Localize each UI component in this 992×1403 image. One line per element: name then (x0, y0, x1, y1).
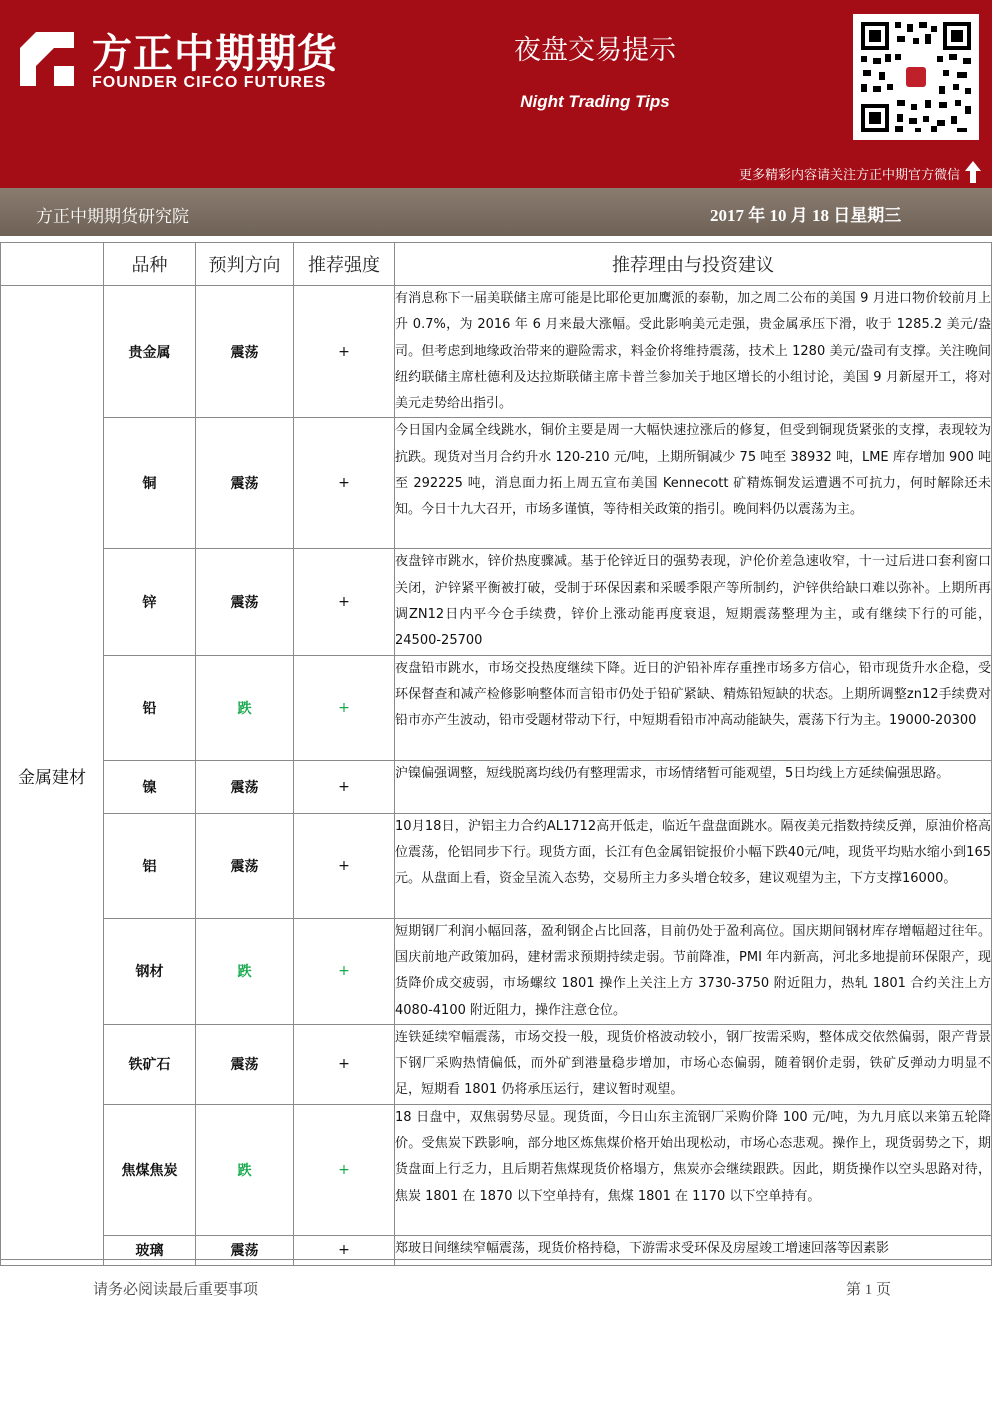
strength-value: + (294, 418, 395, 549)
table-row (1, 549, 992, 655)
reason-text: 10月18日，沪铝主力合约AL1712高开低走，临近午盘盘面跳水。隔夜美元指数持续反弹，原油价格高位震荡，伦铝同步下行。现货方面，长江有色金属铝锭报价小幅下跌40元/吨，现货平均贴水缩小到165元。从盘面上看，资金呈流入态势，交易所主力多头增仓较多，建议观望为主，下方支撑16000。 (395, 813, 992, 918)
page-header (0, 0, 992, 188)
direction-value: 震荡 (196, 549, 294, 655)
reason-text: 夜盘铅市跳水，市场交投热度继续下降。近日的沪铅补库存重挫市场多方信心，铅市现货升水企稳，受环保督查和减产检修影响整体而言铅市仍处于铅矿紧缺、精炼铅短缺的状态。上期所调整zn12手续费对铅市亦产生波动，铅市受题材带动下行，中短期看铅市冲高动能缺失，震荡下行为主。19000-20300 (395, 655, 992, 760)
header-strength: 推荐强度 (294, 243, 395, 286)
footer-divider (0, 1259, 992, 1260)
strength-value: + (294, 1104, 395, 1235)
variety-name: 焦煤焦炭 (104, 1104, 196, 1235)
reason-text: 连铁延续窄幅震荡，市场交投一般，现货价格波动较小，钢厂按需采购，整体成交依然偏弱，限产背景下钢厂采购热情偏低，而外矿到港量稳步增加，市场心态偏弱，随着钢价走弱，铁矿反弹动力明显不足，短期看 1801 仍将承压运行，建议暂时观望。 (395, 1024, 992, 1104)
direction-value: 震荡 (196, 1024, 294, 1104)
variety-name: 钢材 (104, 918, 196, 1024)
variety-name: 玻璃 (104, 1235, 196, 1265)
strength-value: + (294, 655, 395, 760)
reason-text: 今日国内金属全线跳水，铜价主要是周一大幅快速拉涨后的修复，但受到铜现货紧张的支撑，表现较为抗跌。现货对当月合约升水 120-210 元/吨，上期所铜减少 75 吨至 38932 吨，LME 库存增加 900 吨至 292225 吨，消息面力拓上周五宣布美国 Kennecott 矿精炼铜发运遭遇不可抗力，何时解除还未知。今日十九大召开，市场多谨慎，等待相关政策的指引。晚间料仍以震荡为主。 (395, 418, 992, 549)
reason-text: 有消息称下一届美联储主席可能是比耶伦更加鹰派的泰勒，加之周二公布的美国 9 月进口物价较前月上升 0.7%，为 2016 年 6 月来最大涨幅。受此影响美元走强，贵金属承压下滑，收于 1285.2 美元/盎司。但考虑到地缘政治带来的避险需求，料金价将维持震荡，技术上 1280 美元/盎司有支撑。关注晚间纽约联储主席杜德利及达拉斯联储主席卡普兰参加关于地区增长的小组讨论，美国 9 月新屋开工，将对美元走势给出指引。 (395, 286, 992, 418)
table-row (1, 918, 992, 1024)
direction-value: 震荡 (196, 286, 294, 418)
table-row (1, 418, 992, 549)
page-number: 第 1 页 (846, 1282, 892, 1298)
brand-name-en: FOUNDER CIFCO FUTURES (92, 74, 327, 91)
report-date: 2017 年 10 月 18 日星期三 (710, 206, 902, 225)
header-reason: 推荐理由与投资建议 (395, 243, 992, 286)
header-sector (1, 243, 104, 286)
table-row (1, 1104, 992, 1235)
recommendation-table (0, 242, 992, 1266)
table-row (1, 760, 992, 813)
direction-value: 震荡 (196, 418, 294, 549)
variety-name: 铜 (104, 418, 196, 549)
reason-text: 沪镍偏强调整，短线脱离均线仍有整理需求，市场情绪暂可能观望，5日均线上方延续偏强思路。 (395, 760, 992, 813)
table-row (1, 813, 992, 918)
direction-value: 跌 (196, 655, 294, 760)
direction-value: 震荡 (196, 813, 294, 918)
variety-name: 锌 (104, 549, 196, 655)
subheader-band (0, 188, 992, 236)
strength-value: + (294, 549, 395, 655)
reason-text: 夜盘锌市跳水，锌价热度骤减。基于伦锌近日的强势表现，沪伦价差急速收窄，十一过后进口套利窗口关闭，沪锌紧平衡被打破，受制于环保因素和采暖季限产等所制约，沪锌供给缺口难以弥补。上期所再调ZN12日内平今仓手续费，锌价上涨动能再度衰退，短期震荡整理为主，或有继续下行的可能，24500-25700 (395, 549, 992, 655)
variety-name: 贵金属 (104, 286, 196, 418)
important-notice-text: 请务必阅读最后重要事项 (93, 1280, 259, 1298)
strength-value: + (294, 286, 395, 418)
reason-text: 短期钢厂利润小幅回落，盈利钢企占比回落，目前仍处于盈利高位。国庆期间钢材库存增幅超过往年。国庆前地产政策加码，建材需求预期持续走弱。节前降准，PMI 年内新高，河北多地提前环保限产，现货降价成交疲弱，市场螺纹 1801 操作上关注上方 3730-3750 附近阻力，热轧 1801 合约关注上方 4080-4100 附近阻力，操作注意仓位。 (395, 918, 992, 1024)
institute-name: 方正中期期货研究院 (36, 207, 189, 227)
brand-name-cn: 方正中期期货 (92, 31, 338, 77)
header-direction: 预判方向 (196, 243, 294, 286)
strength-value: + (294, 1024, 395, 1104)
header-variety: 品种 (104, 243, 196, 286)
strength-value: + (294, 760, 395, 813)
table-row (1, 1024, 992, 1104)
direction-value: 震荡 (196, 1235, 294, 1265)
direction-value: 震荡 (196, 760, 294, 813)
table-row (1, 286, 992, 418)
report-title-cn: 夜盘交易提示 (514, 35, 676, 66)
founder-logo-icon (14, 26, 80, 92)
sector-cell: 金属建材 (1, 286, 104, 1266)
report-title-en: Night Trading Tips (520, 92, 670, 111)
variety-name: 铅 (104, 655, 196, 760)
arrow-up-icon (964, 160, 982, 184)
table-row (1, 655, 992, 760)
wechat-qr-code-icon[interactable] (853, 14, 979, 140)
variety-name: 镍 (104, 760, 196, 813)
variety-name: 铁矿石 (104, 1024, 196, 1104)
table-row (1, 1235, 992, 1265)
follow-wechat-text: 更多精彩内容请关注方正中期官方微信 (738, 168, 960, 183)
strength-value: + (294, 918, 395, 1024)
table-header-row (1, 243, 992, 286)
variety-name: 铝 (104, 813, 196, 918)
strength-value: + (294, 1235, 395, 1265)
direction-value: 跌 (196, 1104, 294, 1235)
strength-value: + (294, 813, 395, 918)
direction-value: 跌 (196, 918, 294, 1024)
reason-text: 18 日盘中，双焦弱势尽显。现货面，今日山东主流钢厂采购价降 100 元/吨，为九月底以来第五轮降价。受焦炭下跌影响，部分地区炼焦煤价格开始出现松动，市场心态悲观。操作上，现货弱势之下，期货盘面上行乏力，且后期若焦煤现货价格塌方，焦炭亦会继续跟跌。因此，期货操作以空头思路对待，焦炭 1801 在 1870 以下空单持有，焦煤 1801 在 1170 以下空单持有。 (395, 1104, 992, 1235)
reason-text: 郑玻日间继续窄幅震荡，现货价格持稳，下游需求受环保及房屋竣工增速回落等因素影 (395, 1235, 992, 1265)
